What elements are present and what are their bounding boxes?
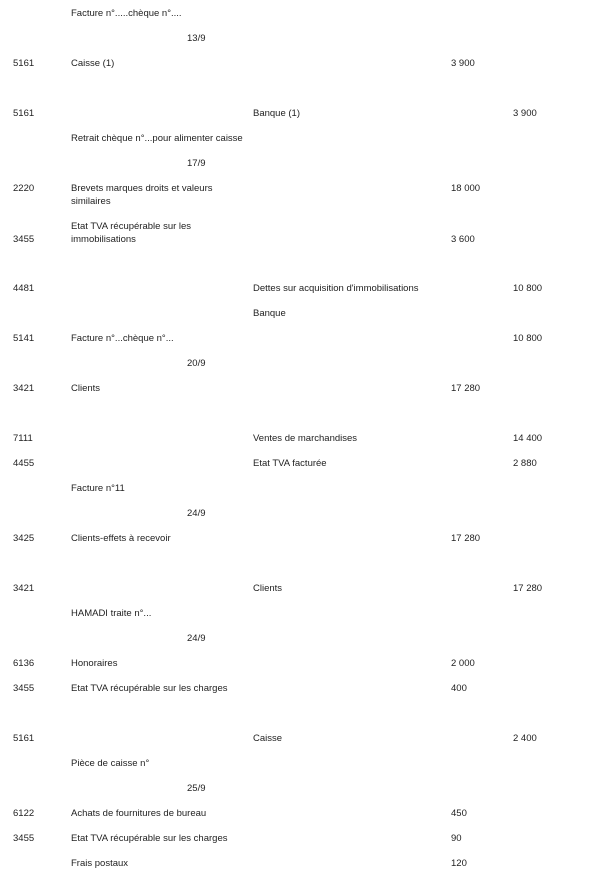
journal-line [0,807,597,821]
date-text: 25/9 [187,783,206,794]
journal-line [0,582,597,596]
credit-amount: 17 280 [513,583,543,594]
account-label: Caisse [253,733,283,744]
account-number: 3421 [13,583,35,594]
debit-amount: 3 600 [451,234,475,245]
account-number: 4455 [13,458,35,469]
account-number: 5141 [13,333,35,344]
journal-line [0,857,597,871]
entry-date [0,32,597,46]
account-label: Brevets marques droits et valeurs similaires [71,183,213,207]
journal-line [0,332,597,346]
account-label: Caisse (1) [71,58,115,69]
account-label: Clients [71,383,101,394]
journal-line [0,220,597,248]
journal-line [0,457,597,471]
credit-amount: 3 900 [513,108,537,119]
debit-amount: 3 900 [451,58,475,69]
account-label: Etat TVA facturée [253,458,327,469]
debit-amount: 18 000 [451,183,481,194]
entry-date [0,357,597,371]
journal-line [0,57,597,71]
account-label: Etat TVA récupérable sur les charges [71,833,228,844]
debit-amount: 120 [451,858,467,869]
account-label: Frais postaux [71,858,129,869]
journal-line [0,282,597,296]
account-label: Dettes sur acquisition d'immobilisations [253,283,419,294]
account-number: 3455 [13,683,35,694]
entry-date [0,632,597,646]
account-number: 3455 [13,234,35,245]
credit-amount: 2 400 [513,733,537,744]
journal-line [0,732,597,746]
description-text: Pièce de caisse n° [71,758,150,769]
date-text: 20/9 [187,358,206,369]
debit-amount: 2 000 [451,658,475,669]
journal-line [0,432,597,446]
account-label: Facture n°...chèque n°... [71,333,174,344]
credit-amount: 10 800 [513,283,543,294]
debit-amount: 17 280 [451,533,481,544]
description-text: HAMADI traite n°... [71,608,152,619]
journal-line [0,657,597,671]
account-label: Banque (1) [253,108,301,119]
entry-description [0,482,597,496]
date-text: 17/9 [187,158,206,169]
journal-line [0,532,597,546]
account-label: Achats de fournitures de bureau [71,808,207,819]
journal-line [0,307,597,321]
debit-amount: 90 [451,833,462,844]
account-label: Banque [253,308,286,319]
account-number: 3421 [13,383,35,394]
account-label: Ventes de marchandises [253,433,358,444]
journal-line [0,682,597,696]
account-label: Etat TVA récupérable sur les charges [71,683,228,694]
account-number: 2220 [13,183,35,194]
account-number: 3425 [13,533,35,544]
account-number: 5161 [13,58,35,69]
credit-amount: 14 400 [513,433,543,444]
account-label: Clients-effets à recevoir [71,533,171,544]
account-number: 6122 [13,808,35,819]
description-text: Retrait chèque n°...pour alimenter caisse [71,133,243,144]
journal-line [0,832,597,846]
description-text: Facture n°11 [71,483,125,494]
account-number: 3455 [13,833,35,844]
entry-date [0,507,597,521]
account-number: 4481 [13,283,35,294]
date-text: 24/9 [187,508,206,519]
journal-line [0,107,597,121]
journal-line [0,182,597,210]
entry-description [0,132,597,146]
entry-description [0,757,597,771]
account-label: Etat TVA récupérable sur les immobilisations [71,221,192,245]
debit-amount: 17 280 [451,383,481,394]
account-label: Honoraires [71,658,118,669]
account-number: 5161 [13,108,35,119]
date-text: 24/9 [187,633,206,644]
account-number: 6136 [13,658,35,669]
credit-amount: 2 880 [513,458,537,469]
credit-amount: 10 800 [513,333,543,344]
date-text: 13/9 [187,33,206,44]
debit-amount: 450 [451,808,467,819]
entry-description [0,7,597,21]
account-number: 7111 [13,433,33,444]
entry-date [0,782,597,796]
entry-date [0,157,597,171]
account-number: 5161 [13,733,35,744]
entry-description [0,607,597,621]
account-label: Clients [253,583,283,594]
debit-amount: 400 [451,683,467,694]
description-text: Facture n°.....chèque n°.... [71,8,182,19]
journal-line [0,382,597,396]
